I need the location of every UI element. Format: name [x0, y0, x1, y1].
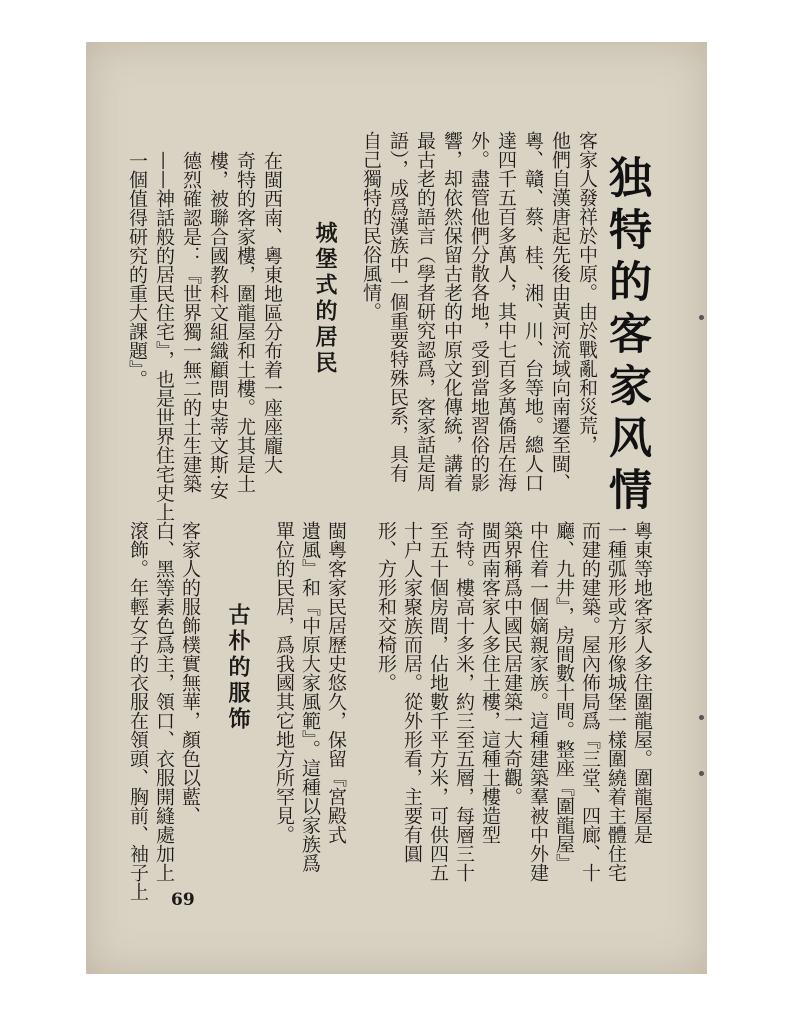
text-line: 遺風』和『中原大家風範』。這種以家族爲	[299, 521, 321, 873]
text-line: 粵、贛、蔡、桂、湘、川、台等地。總人口	[522, 131, 544, 492]
intro-paragraph	[357, 131, 600, 531]
text-line: 閩粵客家民居歷史悠久，保留『宮殿式	[325, 521, 347, 844]
text-line: 樓，被聯合國教科文組織顧問史蒂文斯·安	[207, 151, 229, 500]
page-number: 69	[171, 890, 195, 910]
dwelling-history-paragraph	[271, 521, 349, 881]
text-line: 在閩西南、粵東地區分布着一座座龐大	[261, 151, 283, 474]
text-line: 德烈確認是：『世界獨一無二的土生建築	[180, 151, 202, 493]
castle-dwellings-paragraph	[123, 151, 285, 531]
text-line: 最古老的語言（學者研究認爲，客家話是周	[414, 131, 436, 492]
section-heading-castle-dwellings: 城堡式的居民	[312, 221, 337, 377]
text-line: 響，却依然保留古老的中原文化傳統，講着	[441, 131, 463, 492]
text-line: 粵東等地客家人多住圍龍屋。圍龍屋是	[631, 521, 653, 844]
text-line: 達四千五百多萬人，其中七百多萬僑居在海	[495, 131, 517, 492]
text-line: 十户人家聚族而居。從外形看，主要有圓	[401, 521, 423, 863]
section-heading-costume: 古朴的服饰	[225, 603, 250, 733]
text-line: 外。盡管他們分散各地，受到當地習俗的影	[468, 131, 490, 492]
binding-hole-mark	[699, 315, 704, 320]
round-house-paragraph	[499, 521, 655, 881]
text-line: 至五十個房間，佔地數千平方米，可供四五	[427, 521, 449, 882]
text-line: 滾飾。年輕女子的衣服在領頭、胸前、袖子上	[127, 521, 149, 901]
text-line: ——神話般的居民住宅』，也是世界住宅史上	[153, 151, 175, 522]
text-line: 築界稱爲中國民居建築一大奇觀。	[501, 521, 523, 806]
text-line: 自己獨特的民俗風情。	[360, 131, 382, 321]
text-line: 奇特的客家樓，圍龍屋和土樓。尤其是土	[234, 151, 256, 493]
text-line: 他們自漢唐起先後由黃河流域向南遷至閩、	[549, 131, 571, 492]
binding-hole-mark	[699, 715, 704, 720]
book-page	[86, 42, 707, 974]
text-line: 白、黑等素色爲主，領口、衣服開縫處加上	[153, 521, 175, 882]
text-line: 單位的民居，爲我國其它地方所罕見。	[273, 521, 295, 844]
text-line: 形、方形和交椅形。	[375, 521, 397, 692]
text-line: 一種弧形或方形像城堡一樣圍繞着主體住宅	[605, 521, 627, 882]
binding-hole-mark	[699, 771, 704, 776]
earth-building-paragraph	[373, 521, 503, 881]
text-line: 客家人發祥於中原。由於戰亂和災荒，	[576, 131, 598, 454]
text-line: 中住着一個嫡親家族。這種建築羣被中外建	[527, 521, 549, 882]
text-line: 客家人的服飾樸實無華，顏色以藍、	[179, 521, 201, 825]
text-line: 閩西南客家人多住土樓，這種土樓造型	[479, 521, 501, 844]
text-line: 語），成爲漢族中一個重要特殊民系，具有	[387, 131, 409, 483]
text-line: 一個值得研究的重大課題』。	[126, 151, 148, 389]
text-line: 廳、九井』，房間數十間。整座『圍龍屋』	[553, 521, 575, 873]
text-line: 而建的建築。屋內佈局爲『三堂、四廊、十	[579, 521, 601, 882]
text-line: 奇特。樓高十多米，約三至五層，每層三十	[453, 521, 475, 882]
page-title: 独特的客家风情	[602, 155, 652, 519]
